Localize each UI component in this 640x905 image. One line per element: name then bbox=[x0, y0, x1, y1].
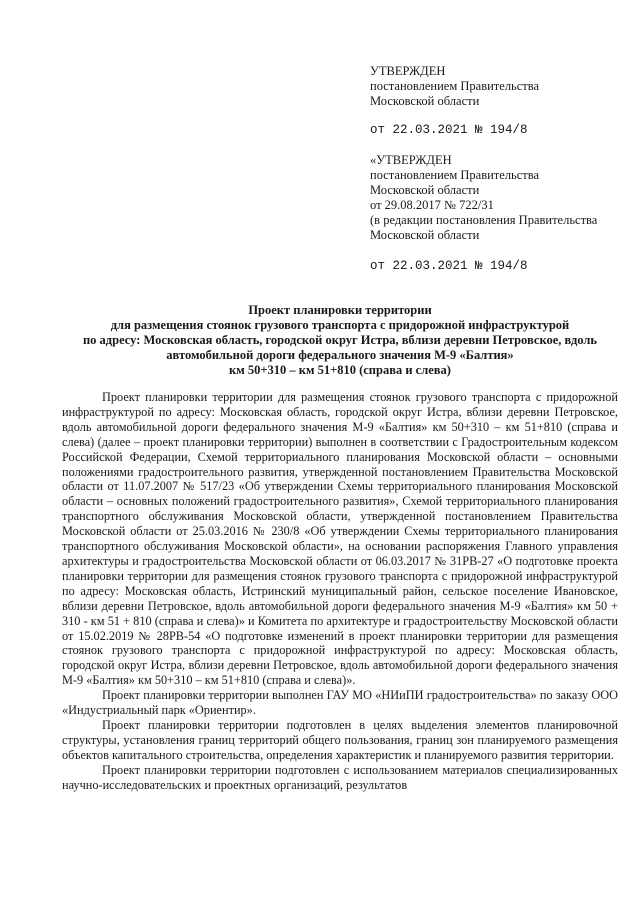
approval-heading: УТВЕРЖДЕН bbox=[370, 64, 446, 78]
approval-line: от 29.08.2017 № 722/31 bbox=[370, 198, 494, 212]
approval-line: постановлением Правительства bbox=[370, 168, 540, 182]
body-paragraph: Проект планировки территории выполнен ГАУ МО «НИиПИ градостроительства» по заказу ООО «Индустриальный парк «Ориентир». bbox=[62, 688, 618, 718]
document-body bbox=[62, 390, 618, 792]
body-paragraph: Проект планировки территории для размещения стоянок грузового транспорта с придорожной инфраструктурой по адресу: Московская область, городской округ Истра, вблизи деревни Петровское, вдоль автомобильной дороги федерального значения М-9 «Балтия» км 50+310 – км 51+810 (справа и слева) (далее – проект планировки территории) выполнен в соответствии с Градостроительным кодексом Российской Федерации, Схемой территориального планирования Московской области – основными положениями градостроительного развития, утвержденной постановлением Правительства Московской области от 11.07.2007 № 517/23 «Об утверждении Схемы территориального планирования Московской области – основных положений градостроительного развития», Схемой территориального планирования транспортного обслуживания Московской области, утвержденной постановлением Правительства Московской области от 25.03.2016 № 230/8 «Об утверждении Схемы территориального планирования транспортного обслуживания Московской области», на основании распоряжения Главного управления архитектуры и градостроительства Московской области от 06.03.2017 № 31РВ-27 «О подготовке проекта планировки территории для размещения стоянок грузового транспорта с придорожной инфраструктурой по адресу: Московская область, Истринский муниципальный район, сельское поселение Ивановское, вблизи деревни Петровское, вдоль автомобильной дороги федерального значения М-9 «Балтия» км 50 + 310 - км 51 + 810 (справа и слева)» и Комитета по архитектуре и градостроительству Московской области от 15.02.2019 № 28РВ-54 «О подготовке изменений в проект планировки территории для размещения стоянок грузового транспорта с придорожной инфраструктурой по адресу: Московская область, городской округ Истра, вблизи деревни Петровское, вдоль автомобильной дороги федерального значения М-9 «Балтия» км 50+310 – км 51+810 (справа и слева)». bbox=[62, 390, 618, 688]
approval-date: от 22.03.2021 № 194/8 bbox=[370, 259, 528, 273]
title-line: автомобильной дороги федерального значения М-9 «Балтия» bbox=[166, 348, 514, 362]
approval-line: Московской области bbox=[370, 228, 480, 242]
approval-block-1 bbox=[370, 64, 620, 109]
body-paragraph: Проект планировки территории подготовлен в целях выделения элементов планировочной структуры, установления границ территорий общего пользования, границ зон планируемого размещения объектов капитального строительства, определения характеристик и планируемого развития территории. bbox=[62, 717, 618, 762]
approval-line: (в редакции постановления Правительства bbox=[370, 213, 598, 227]
title-line: км 50+310 – км 51+810 (справа и слева) bbox=[229, 363, 451, 377]
approval-line: постановлением Правительства bbox=[370, 79, 540, 93]
title-line: для размещения стоянок грузового транспорта с придорожной инфраструктурой bbox=[110, 318, 570, 332]
approval-line: Московской области bbox=[370, 183, 480, 197]
title-line: по адресу: Московская область, городской округ Истра, вблизи деревни Петровское, вдоль bbox=[82, 333, 598, 347]
title-line: Проект планировки территории bbox=[248, 303, 432, 317]
body-paragraph: Проект планировки территории подготовлен с использованием материалов специализированных научно-исследовательских и проектных организаций, результатов bbox=[62, 762, 618, 792]
approval-heading: «УТВЕРЖДЕН bbox=[370, 153, 452, 167]
approval-date: от 22.03.2021 № 194/8 bbox=[370, 123, 528, 137]
approval-block-2 bbox=[370, 153, 620, 243]
approval-line: Московской области bbox=[370, 94, 480, 108]
document-title bbox=[60, 303, 620, 378]
